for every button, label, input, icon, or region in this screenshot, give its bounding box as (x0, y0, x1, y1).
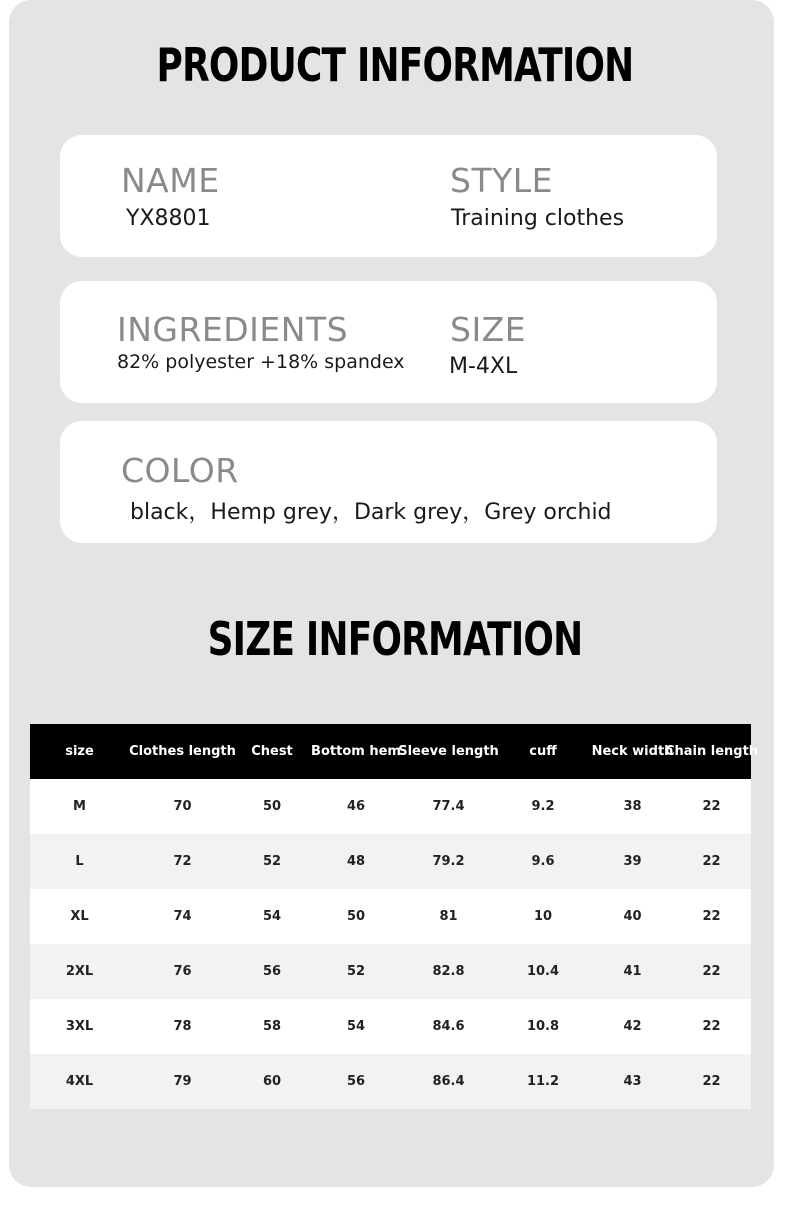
size-value: M-4XL (449, 354, 518, 379)
cell-neck-width: 41 (623, 964, 642, 979)
cell-chest: 56 (262, 964, 282, 979)
cell-chain-length: 22 (702, 799, 721, 814)
table-row (30, 1054, 751, 1109)
cell-cuff: 9.6 (531, 854, 555, 869)
cell-chain-length: 22 (702, 854, 721, 869)
cell-cuff: 9.2 (531, 799, 555, 814)
cell-bottom-hem: 48 (346, 854, 366, 869)
cell-clothes-length: 74 (173, 909, 192, 924)
cell-neck-width: 39 (623, 854, 642, 869)
cell-size: XL (70, 909, 89, 924)
name-value: YX8801 (126, 206, 211, 231)
cell-clothes-length: 79 (173, 1074, 192, 1089)
cell-neck-width: 42 (623, 1019, 642, 1034)
cell-size: 4XL (65, 1074, 94, 1089)
cell-bottom-hem: 50 (346, 909, 366, 924)
cell-cuff: 11.2 (526, 1074, 560, 1089)
name-label: NAME (121, 161, 220, 200)
cell-size: M (73, 799, 86, 814)
cell-neck-width: 40 (623, 909, 642, 924)
cell-sleeve-length: 82.8 (432, 964, 465, 979)
cell-chain-length: 22 (702, 909, 721, 924)
cell-clothes-length: 76 (173, 964, 192, 979)
ingredients-size-card (60, 281, 717, 403)
header-chain-length: Chain length (664, 744, 759, 759)
color-card (60, 421, 717, 543)
header-size: size (65, 744, 94, 759)
cell-clothes-length: 70 (173, 799, 192, 814)
cell-chest: 52 (262, 854, 282, 869)
color-value: black，Hemp grey，Dark grey，Grey orchid (130, 500, 612, 525)
style-value: Training clothes (451, 206, 625, 231)
header-bottom-hem: Bottom hem (311, 744, 401, 759)
style-label: STYLE (450, 161, 553, 200)
cell-chain-length: 22 (702, 1019, 721, 1034)
table-row (30, 834, 751, 889)
size-label: SIZE (450, 310, 527, 349)
cell-sleeve-length: 79.2 (432, 854, 465, 869)
cell-neck-width: 38 (623, 799, 642, 814)
cell-sleeve-length: 86.4 (432, 1074, 465, 1089)
cell-sleeve-length: 84.6 (432, 1019, 465, 1034)
cell-clothes-length: 72 (173, 854, 192, 869)
size-info-title: SIZE INFORMATION (207, 612, 583, 666)
cell-size: L (75, 854, 84, 869)
cell-cuff: 10.4 (526, 964, 560, 979)
cell-size: 3XL (65, 1019, 94, 1034)
table-row (30, 944, 751, 999)
table-row (30, 999, 751, 1054)
cell-bottom-hem: 52 (346, 964, 366, 979)
cell-bottom-hem: 56 (346, 1074, 366, 1089)
cell-cuff: 10.8 (526, 1019, 560, 1034)
header-cuff: cuff (529, 744, 557, 759)
header-clothes-length: Clothes length (129, 744, 236, 759)
header-sleeve-length: Sleeve length (398, 744, 499, 759)
cell-chest: 58 (262, 1019, 282, 1034)
cell-chain-length: 22 (702, 1074, 721, 1089)
table-row (30, 779, 751, 834)
ingredients-label: INGREDIENTS (117, 310, 349, 349)
cell-clothes-length: 78 (173, 1019, 192, 1034)
table-row (30, 889, 751, 944)
cell-chain-length: 22 (702, 964, 721, 979)
cell-bottom-hem: 46 (346, 799, 366, 814)
cell-size: 2XL (65, 964, 94, 979)
color-label: COLOR (121, 451, 239, 490)
cell-chest: 54 (262, 909, 282, 924)
cell-neck-width: 43 (623, 1074, 642, 1089)
cell-sleeve-length: 77.4 (432, 799, 465, 814)
cell-chest: 50 (262, 799, 282, 814)
cell-sleeve-length: 81 (439, 909, 458, 924)
cell-cuff: 10 (533, 909, 553, 924)
cell-chest: 60 (262, 1074, 282, 1089)
product-info-title: PRODUCT INFORMATION (156, 38, 634, 92)
cell-bottom-hem: 54 (346, 1019, 366, 1034)
ingredients-value: 82% polyester +18% spandex (117, 351, 405, 373)
size-table (30, 724, 759, 1109)
header-neck-width: Neck width (591, 744, 674, 759)
table-header (30, 724, 759, 779)
header-chest: Chest (251, 744, 293, 759)
name-style-card (60, 135, 717, 257)
